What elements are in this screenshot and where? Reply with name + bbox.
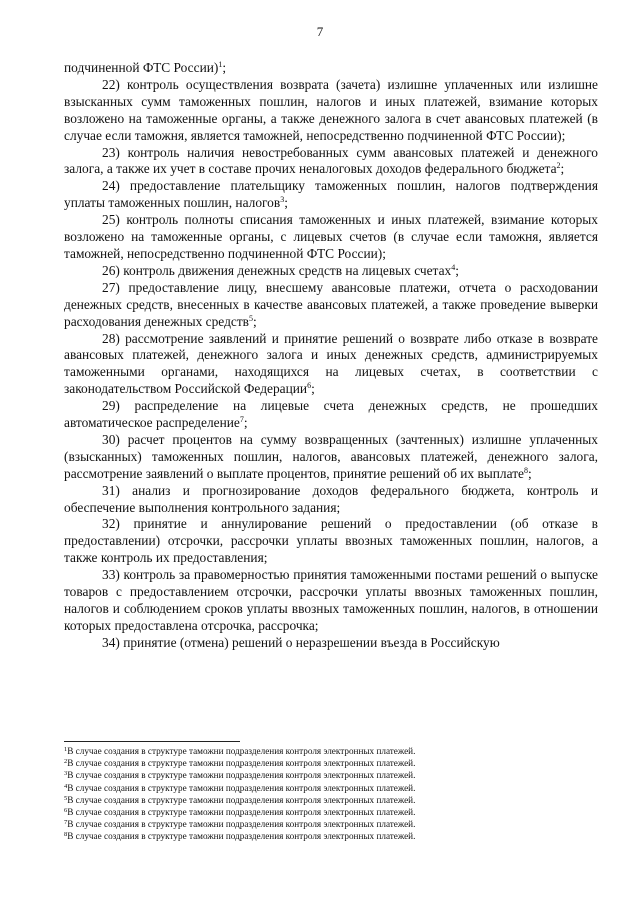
item-text: 24) предоставление плательщику таможенных пошлин, налогов подтверждения уплаты таможенных пошлин, налогов xyxy=(64,178,598,211)
footnote-text: В случае создания в структуре таможни подразделения контроля электронных платежей. xyxy=(67,758,416,769)
list-item xyxy=(64,635,598,652)
footnote xyxy=(64,769,598,781)
item-tail: ; xyxy=(243,415,248,431)
footnote-mark: 2 xyxy=(64,758,68,766)
footnote-mark: 4 xyxy=(64,782,68,790)
list-item xyxy=(64,432,598,483)
footnote-mark: 1 xyxy=(64,746,68,753)
paragraph-text: подчиненной ФТС России) xyxy=(64,60,219,75)
item-text: 25) контроль полноты списания таможенных и иных платежей, взимание которых возложено на таможенные органы, с лицевых счетов (в случае если таможня, является таможней, непосредственно подчиненной ФТС России); xyxy=(64,212,598,261)
item-tail: ; xyxy=(311,381,315,397)
list-item xyxy=(64,567,598,635)
footnotes xyxy=(64,745,598,843)
paragraph-tail: ; xyxy=(222,60,227,75)
footnote-ref: 1 xyxy=(218,60,223,69)
footnote-mark: 8 xyxy=(64,831,68,839)
list-item xyxy=(64,263,598,280)
list-item xyxy=(64,398,598,432)
footnote-text: В случае создания в структуре таможни подразделения контроля электронных платежей. xyxy=(67,807,416,818)
lead-paragraph xyxy=(64,60,598,77)
footnote xyxy=(64,782,598,794)
item-text: 34) принятие (отмена) решений о неразрешении въезда в Российскую xyxy=(102,634,500,650)
footnote-ref: 3 xyxy=(280,195,285,205)
list-item xyxy=(64,516,598,567)
footnote-text: В случае создания в структуре таможни подразделения контроля электронных платежей. xyxy=(67,770,416,781)
item-text: 33) контроль за правомерностью принятия таможенными постами решений о выпуске товаров с предоставлением отсрочки, рассрочки уплаты ввозных таможенных пошлин, налогов и соблюдением сроков уплаты ввозных таможенных пошлин, налогов, в отношении которых предоставлена отсрочка, рассрочка; xyxy=(64,567,598,633)
item-text: 29) распределение на лицевые счета денежных средств, не прошедших автоматическое распределение xyxy=(64,398,598,431)
list-item xyxy=(64,145,598,179)
list-item xyxy=(64,331,598,399)
footnote xyxy=(64,757,598,769)
item-tail: ; xyxy=(560,161,565,177)
footnote-ref: 2 xyxy=(556,161,561,171)
list-item xyxy=(64,280,598,331)
footnote-ref: 7 xyxy=(239,415,244,425)
item-text: 32) принятие и аннулирование решений о предоставлении (об отказе в предоставлении) отсрочки, рассрочки уплаты ввозных таможенных пошлин, налогов, а также контроль их предоставления; xyxy=(64,516,598,566)
footnote-ref: 6 xyxy=(307,381,312,391)
list-item xyxy=(64,212,598,263)
item-tail: ; xyxy=(455,262,459,278)
item-text: 31) анализ и прогнозирование доходов федерального бюджета, контроль и обеспечение выполнения контрольного задания; xyxy=(64,482,598,515)
item-text: 22) контроль осуществления возврата (зачета) излишне уплаченных или излишне взысканных сумм таможенных пошлин, налогов и иных платежей, взимание которых возложено на таможенные органы, а также денежного залога в счет авансовых платежей (в случае если таможня, является таможней, непосредственно подчиненной ФТС России); xyxy=(64,76,598,143)
item-text: 27) предоставление лицу, внесшему авансовые платежи, отчета о расходовании денежных средств, внесенных в качестве авансовых платежей, а также проведение выверки расходования денежных средств xyxy=(64,279,598,329)
item-text: 26) контроль движения денежных средств на лицевых счетах xyxy=(102,262,452,278)
list-item xyxy=(64,77,598,145)
footnote-text: В случае создания в структуре таможни подразделения контроля электронных платежей. xyxy=(67,782,416,793)
footnote-ref: 4 xyxy=(451,262,456,272)
item-text: 28) рассмотрение заявлений и принятие решений о возврате либо отказе в возврате авансовых платежей, денежного залога и иных денежных средств, администрируемых таможенными органами, находящихся на лицевых счетах, в соответствии с законодательством Российской Федерации xyxy=(64,330,598,397)
footnote-separator xyxy=(64,741,240,742)
footnote-text: В случае создания в структуре таможни подразделения контроля электронных платежей. xyxy=(67,794,416,805)
footnote-text: В случае создания в структуре таможни подразделения контроля электронных платежей. xyxy=(67,746,416,756)
footnote-text: В случае создания в структуре таможни подразделения контроля электронных платежей. xyxy=(67,831,416,842)
footnote-mark: 7 xyxy=(64,819,68,827)
footnote xyxy=(64,806,598,818)
footnote xyxy=(64,794,598,806)
item-tail: ; xyxy=(528,465,532,481)
item-tail: ; xyxy=(284,195,288,211)
page-number: 7 xyxy=(316,24,324,39)
footnote xyxy=(64,830,598,842)
list-item xyxy=(64,483,598,517)
item-tail: ; xyxy=(253,313,257,329)
footnote-ref: 8 xyxy=(524,465,529,475)
footnote-ref: 5 xyxy=(249,313,253,323)
footnote xyxy=(64,745,598,757)
item-text: 23) контроль наличия невостребованных сумм авансовых платежей и денежного залога, а также их учет в составе прочих неналоговых доходов федерального бюджета xyxy=(64,144,598,177)
footnote-mark: 6 xyxy=(64,807,68,815)
item-text: 30) расчет процентов на сумму возвращенных (зачтенных) излишне уплаченных (взысканных) таможенных пошлин, налогов, авансовых платежей, денежного залога, рассмотрение заявлений о выплате процентов, принятие решений об их выплате xyxy=(64,431,598,481)
document-body xyxy=(64,60,598,652)
footnote-mark: 5 xyxy=(64,794,68,802)
footnote-mark: 3 xyxy=(64,770,68,778)
footnote xyxy=(64,818,598,830)
footnote-text: В случае создания в структуре таможни подразделения контроля электронных платежей. xyxy=(67,819,416,830)
list-item xyxy=(64,178,598,212)
